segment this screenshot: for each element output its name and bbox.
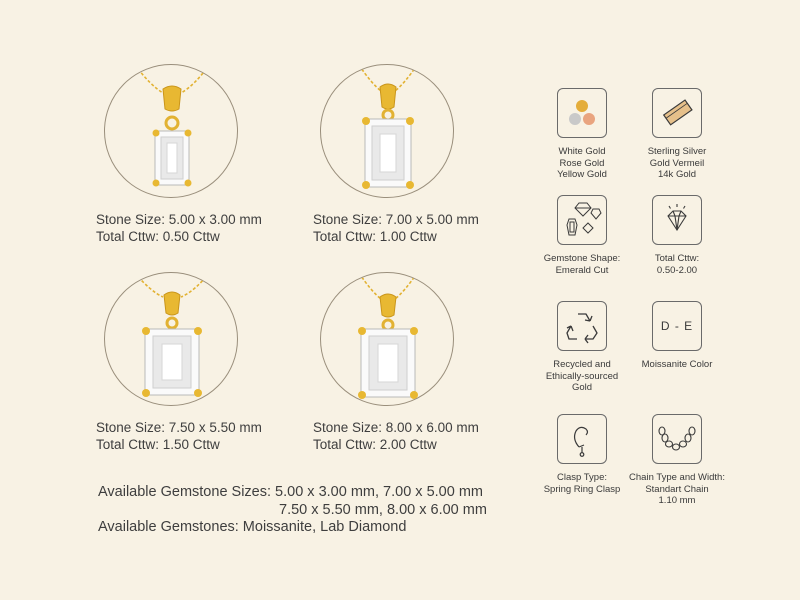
- recycle-icon: [557, 301, 607, 351]
- feature-metal-colors: [527, 88, 637, 181]
- product-2-total-cttw: Total Cttw: 1.00 Cttw: [313, 229, 437, 244]
- product-3-total-cttw: Total Cttw: 1.50 Cttw: [96, 437, 220, 452]
- feature-recycled-gold-line-1: Recycled and: [553, 359, 611, 370]
- feature-metal-colors-line-1: White Gold: [558, 146, 606, 157]
- feature-gemstone-shape: [527, 195, 637, 276]
- feature-gemstone-shape-line-1: Gemstone Shape:: [543, 253, 621, 264]
- product-1-total-cttw: Total Cttw: 0.50 Cttw: [96, 229, 220, 244]
- feature-total-cttw-line-2: 0.50-2.00: [656, 264, 698, 276]
- product-4-stone-size: Stone Size: 8.00 x 6.00 mm: [313, 420, 479, 435]
- feature-chain-type: [622, 414, 732, 507]
- product-4-total-cttw: Total Cttw: 2.00 Cttw: [313, 437, 437, 452]
- product-image-3: [104, 272, 238, 406]
- feature-total-cttw-line-1: Total Cttw:: [654, 253, 700, 264]
- product-image-4: [320, 272, 454, 406]
- feature-recycled-gold-line-2: Ethically-sourced: [545, 370, 619, 382]
- feature-chain-type-line-2: Standart Chain: [645, 483, 709, 495]
- available-gemstones: Available Gemstones: Moissanite, Lab Diamond: [98, 519, 407, 535]
- feature-clasp-type-line-2: Spring Ring Clasp: [543, 483, 621, 495]
- feature-gemstone-shape-line-2: Emerald Cut: [555, 264, 609, 276]
- feature-metal-colors-line-3: Yellow Gold: [557, 169, 607, 180]
- gemstone-shapes-icon: [557, 195, 607, 245]
- feature-metal-type-line-3: 14k Gold: [657, 169, 697, 180]
- feature-metal-type-line-2: Gold Vermeil: [649, 157, 705, 169]
- clasp-icon: [557, 414, 607, 464]
- product-image-2: [320, 64, 454, 198]
- feature-recycled-gold-line-3: Gold: [571, 382, 593, 393]
- feature-recycled-gold: [527, 301, 637, 394]
- feature-chain-type-line-1: Chain Type and Width:: [629, 472, 725, 483]
- feature-metal-type-line-1: Sterling Silver: [647, 146, 707, 157]
- metal-bar-icon: [652, 88, 702, 138]
- product-image-1: [104, 64, 238, 198]
- product-3-stone-size: Stone Size: 7.50 x 5.50 mm: [96, 420, 262, 435]
- chain-icon: [652, 414, 702, 464]
- diamond-icon: [652, 195, 702, 245]
- feature-metal-type: [622, 88, 732, 181]
- feature-total-cttw: [622, 195, 732, 276]
- metal-colors-icon: [557, 88, 607, 138]
- color-grade-icon: [652, 301, 702, 351]
- available-sizes-line-1: Available Gemstone Sizes: 5.00 x 3.00 mm, 7.00 x 5.00 mm: [98, 484, 483, 500]
- feature-moissanite-color: [622, 301, 732, 371]
- color-grade-text: D - E: [660, 319, 694, 333]
- feature-metal-colors-line-2: Rose Gold: [559, 157, 605, 169]
- available-sizes-line-2: 7.50 x 5.50 mm, 8.00 x 6.00 mm: [279, 502, 487, 518]
- feature-clasp-type-line-1: Clasp Type:: [557, 472, 607, 483]
- feature-clasp-type: [527, 414, 637, 495]
- feature-moissanite-color-line-1: Moissanite Color: [641, 359, 713, 370]
- product-1-stone-size: Stone Size: 5.00 x 3.00 mm: [96, 212, 262, 227]
- product-2-stone-size: Stone Size: 7.00 x 5.00 mm: [313, 212, 479, 227]
- feature-chain-type-line-3: 1.10 mm: [658, 495, 696, 506]
